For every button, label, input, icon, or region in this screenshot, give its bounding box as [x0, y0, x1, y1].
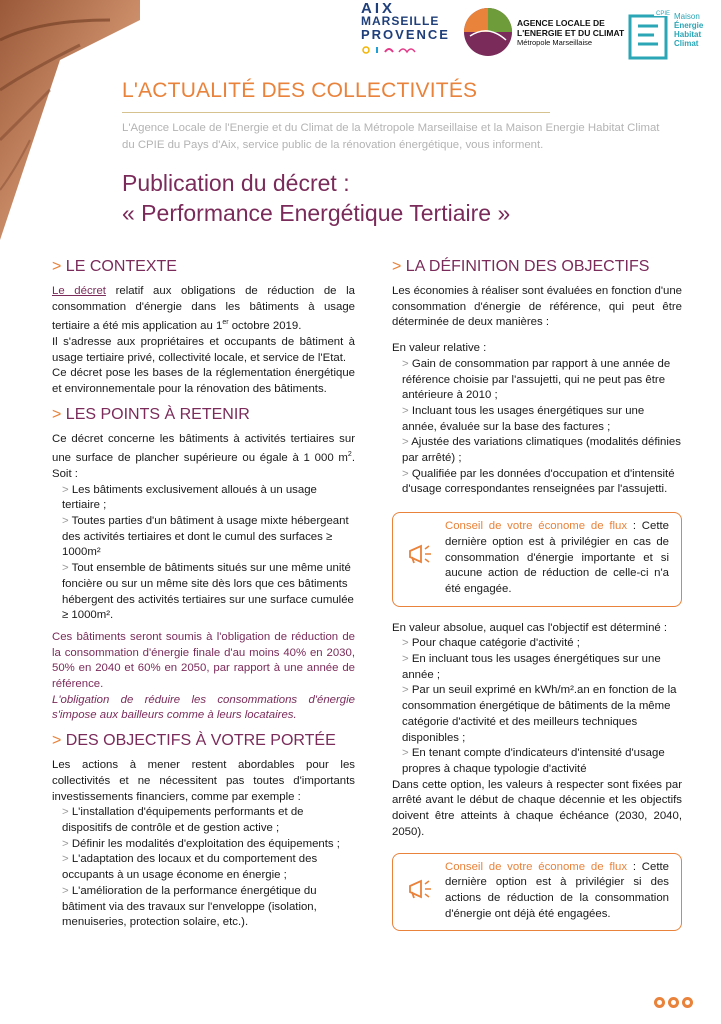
absolute-bullet: > Par un seuil exprimé en kWh/m².an en fonction de la consommation énergétique de bâtiments de la même catégorie d'activité et des meilleurs techniques disponibles ;	[402, 684, 677, 744]
left-column	[52, 256, 355, 931]
page-title: L'ACTUALITÉ DES COLLECTIVITÉS	[122, 79, 478, 102]
objectifs-bullet: > L'installation d'équipements performants et de dispositifs de contrôle et de gestion active ;	[62, 806, 304, 834]
decret-link[interactable]: Le décret	[52, 285, 106, 297]
contexte-paragraph-3: Ce décret pose les bases de la réglementation énergétique et environnementale pour la rénovation des bâtiments.	[52, 367, 355, 396]
intro-text: L'Agence Locale de l'Energie et du Climat de la Métropole Marseillaise et la Maison Energie Habitat Climat du CPIE du Pays d'Aix, service public de la rénovation énergétique, vous informent.	[122, 122, 660, 151]
definition-intro: Les économies à réaliser sont évaluées en fonction d'une consommation d'énergie de référence, qui peut être déterminée de deux manières :	[392, 285, 682, 329]
absolute-bullet: > En tenant compte d'indicateurs d'intensité d'usage propres à chaque typologie d'activité	[402, 747, 665, 775]
section-heading-objectifs: > DES OBJECTIFS À VOTRE PORTÉE	[52, 732, 336, 750]
objectifs-bullet: > Définir les modalités d'exploitation des équipements ;	[62, 837, 340, 850]
publication-title-line1: Publication du décret :	[122, 170, 350, 196]
points-bullet: > Toutes parties d'un bâtiment à usage mixte hébergeant des activités tertiaires et dont le cumul des surfaces ≥ 1000m²	[62, 515, 349, 559]
alec-globe-icon	[462, 6, 514, 58]
advice-box-2	[392, 853, 682, 932]
relative-bullet: > Incluant tous les usages énergétiques sur une année, évaluée sur la base des factures ;	[402, 404, 645, 433]
points-note: L'obligation de réduire les consommations d'énergie s'impose aux bailleurs comme à leurs locataires.	[52, 693, 355, 722]
points-intro: Ce décret concerne les bâtiments à activités tertiaires sur une surface de plancher supérieure ou égale à 1 000 $m^2$. Soit :	[52, 432, 355, 480]
publication-title	[122, 168, 682, 228]
contexte-paragraph-2: Il s'adresse aux propriétaires et occupants de bâtiment à usage tertiaire privé, collectivité locale, et service de l'Etat.	[52, 335, 355, 364]
megaphone-icon	[407, 876, 433, 902]
meh-line3: Habitat	[674, 30, 702, 39]
alec-line1: AGENCE LOCALE DE	[517, 18, 605, 28]
alec-line3: Métropole Marseillaise	[517, 38, 593, 47]
dot-icon	[682, 997, 693, 1008]
right-column	[392, 256, 682, 931]
alec-logo	[462, 6, 625, 58]
logo-aix-line3: PROVENCE	[361, 27, 450, 42]
points-goal: Ces bâtiments seront soumis à l'obligation de réduction de la consommation d'énergie finale d'au moins 40% en 2030, 50% en 2040 et 60% en 2050, par rapport à une année de référence.	[52, 630, 355, 691]
logo-aix-line2: MARSEILLE	[361, 14, 440, 28]
relative-bullet: > Qualifiée par les données d'occupation et d'intensité d'usage correspondantes renseignées par l'assujetti.	[402, 467, 675, 496]
roof-tiles-image	[0, 0, 140, 240]
absolute-tail: Dans cette option, les valeurs à respecter sont fixées par arrêté avant le début de chaque décennie et les objectifs doivent être atteints à chaque échéance (2030, 2040, 2050).	[392, 778, 682, 838]
relative-bullet: > Ajustée des variations climatiques (modalités définies par arrêté) ;	[402, 436, 681, 465]
aix-logo-pictos-icon	[361, 44, 421, 56]
meh-line4: Climat	[674, 39, 699, 48]
dot-icon	[668, 997, 679, 1008]
objectifs-bullet: > L'amélioration de la performance énergétique du bâtiment via des travaux sur l'enveloppe (isolation, menuiseries, protection solaire, etc.).	[62, 884, 317, 929]
relative-label: En valeur relative :	[392, 342, 487, 355]
objectifs-intro: Les actions à mener restent abordables pour les collectivités et ne nécessitent pas toutes d'importants investissements financiers, comme par exemple :	[52, 759, 355, 803]
megaphone-icon	[407, 541, 433, 567]
section-heading-points: > LES POINTS À RETENIR	[52, 405, 250, 423]
title-divider	[122, 112, 550, 113]
aix-marseille-provence-logo	[355, 0, 450, 56]
advice-box-1	[392, 512, 682, 607]
publication-title-line2: « Performance Energétique Tertiaire »	[122, 200, 511, 226]
advice-text-2: Conseil de votre économe de flux : Cette dernière option est à privilégier si des actions de réduction de la consommation d'énergie ont déjà été engagées.	[445, 860, 669, 920]
alec-line2: L'ENERGIE ET DU CLIMAT	[517, 28, 625, 38]
absolute-bullet: > En incluant tous les usages énergétiques sur une année ;	[402, 653, 661, 681]
logo-aix-line1: AIX	[361, 0, 396, 17]
dot-icon	[654, 997, 665, 1008]
meh-line2: Énergie	[674, 21, 704, 30]
cpie-house-icon	[628, 8, 670, 60]
contexte-paragraph-1: Le décret relatif aux obligations de réduction de la consommation d'énergie dans les bâtiments à usage tertiaire a été mis application au 1er octobre 2019.	[52, 285, 355, 333]
advice-text-1: Conseil de votre économe de flux : Cette dernière option est à privilégier en cas de consommation d'énergie importante et si aucune action de réduction de celle-ci n'a été engagée.	[445, 520, 669, 595]
points-bullet: > Les bâtiments exclusivement alloués à un usage tertiaire ;	[62, 483, 317, 512]
section-heading-contexte: > LE CONTEXTE	[52, 258, 177, 275]
objectifs-bullet: > L'adaptation des locaux et du comportement des occupants à un usage économe en énergie ;	[62, 853, 318, 882]
maison-energie-habitat-climat-logo	[628, 8, 720, 64]
cpie-badge: CPIE	[656, 11, 670, 17]
absolute-bullet: > Pour chaque catégorie d'activité ;	[402, 637, 580, 650]
page-end-dots	[654, 995, 704, 1009]
points-bullet: > Tout ensemble de bâtiments situés sur une même unité foncière ou sur un même site dès lors que ces bâtiments hébergent des activités tertiaires sur une surface cumulée ≥ 1000m².	[62, 562, 354, 622]
section-heading-definition: > LA DÉFINITION DES OBJECTIFS	[392, 258, 650, 275]
meh-line1: Maison	[674, 12, 700, 21]
absolute-label: En valeur absolue, auquel cas l'objectif est déterminé :	[392, 621, 668, 634]
relative-bullet: > Gain de consommation par rapport à une année de référence choisie par l'assujetti, qui ne peut pas être antérieure à 2010 ;	[402, 357, 671, 402]
